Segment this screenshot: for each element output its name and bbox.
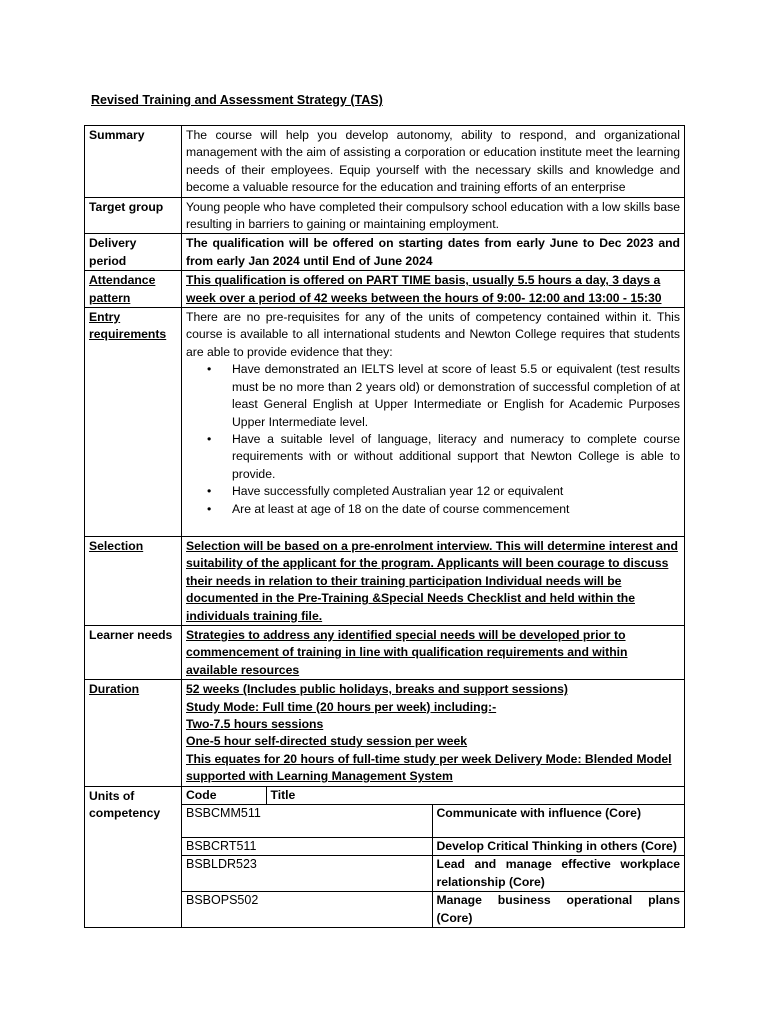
delivery-period-label: Delivery period bbox=[85, 234, 182, 271]
duration-label: Duration bbox=[85, 680, 182, 786]
units-label: Units of competency bbox=[85, 786, 182, 928]
summary-text: The course will help you develop autonomy, ability to respond, and organizational management with the aim of assisting a corporation or education institute meet the learning needs of their employees. Equip yourself with the necessary skills and knowledge and become a valuable resource for the education and training efforts of an enterprise bbox=[182, 126, 685, 198]
units-row bbox=[85, 786, 685, 928]
list-item: • Have a suitable level of language, literacy and numeracy to complete course requirements with or without additional support that Newton College is able to provide. bbox=[207, 431, 680, 481]
attendance-pattern-row bbox=[85, 271, 685, 308]
unit-title: Manage business operational plans (Core) bbox=[432, 892, 684, 927]
code-header: Code bbox=[182, 787, 266, 805]
learner-needs-text: Strategies to address any identified special needs will be developed prior to commencement of training in line with qualification requirements and within available resources bbox=[182, 625, 685, 679]
target-group-text: Young people who have completed their compulsory school education with a low skills base resulting in barriers to gaining or maintaining employment. bbox=[182, 197, 685, 234]
tas-table bbox=[84, 125, 685, 928]
duration-line: Study Mode: Full time (20 hours per week) including:- bbox=[186, 699, 497, 714]
selection-row bbox=[85, 536, 685, 625]
entry-requirements-row bbox=[85, 308, 685, 537]
table-row bbox=[182, 892, 684, 927]
bullet-icon: • bbox=[207, 501, 212, 516]
entry-requirements-label: Entry requirements bbox=[85, 308, 182, 537]
learner-needs-label: Learner needs bbox=[85, 625, 182, 679]
duration-row bbox=[85, 680, 685, 786]
target-group-row bbox=[85, 197, 685, 234]
units-header-row bbox=[182, 787, 684, 805]
units-table-cell bbox=[182, 786, 685, 928]
bullet-icon: • bbox=[207, 431, 212, 446]
summary-label: Summary bbox=[85, 126, 182, 198]
entry-requirements-content bbox=[182, 308, 685, 537]
list-item: • Have successfully completed Australian year 12 or equivalent bbox=[232, 483, 680, 500]
attendance-pattern-label: Attendance pattern bbox=[85, 271, 182, 308]
list-item: • Are at least at age of 18 on the date of course commencement bbox=[232, 501, 680, 518]
unit-title: Communicate with influence (Core) bbox=[432, 805, 684, 838]
selection-text: Selection will be based on a pre-enrolment interview. This will determine interest and suitability of the applicant for the program. Applicants will been courage to discuss their needs in relation to their training participation Individual needs will be documented in the Pre-Training &Special Needs Checklist and held within the individuals training file. bbox=[182, 536, 685, 625]
units-table bbox=[182, 787, 684, 928]
table-row bbox=[182, 856, 684, 892]
duration-line: Two-7.5 hours sessions bbox=[186, 717, 324, 731]
unit-code: BSBCMM511 bbox=[182, 805, 432, 838]
target-group-label: Target group bbox=[85, 197, 182, 234]
document-title: Revised Training and Assessment Strategy (TAS) bbox=[91, 93, 383, 107]
unit-code: BSBOPS502 bbox=[186, 893, 259, 908]
unit-code: BSBCRT511 bbox=[182, 838, 432, 856]
unit-code: BSBLDR523 bbox=[182, 856, 432, 892]
title-header: Title bbox=[266, 787, 684, 805]
summary-row bbox=[85, 126, 685, 198]
duration-line: This equates for 20 hours of full-time study per week Delivery Mode: Blended Model supported with Learning Management System bbox=[186, 751, 672, 784]
attendance-pattern-text: This qualification is offered on PART TIME basis, usually 5.5 hours a day, 3 days a week over a period of 42 weeks between the hours of 9:00- 12:00 and 13:00 - 15:30 bbox=[182, 271, 685, 308]
table-row bbox=[182, 838, 684, 856]
bullet-icon: • bbox=[207, 484, 212, 499]
entry-requirements-list bbox=[186, 361, 680, 518]
unit-title: Develop Critical Thinking in others (Core) bbox=[432, 838, 684, 856]
bullet-icon: • bbox=[207, 362, 212, 377]
delivery-period-row bbox=[85, 234, 685, 271]
entry-requirements-intro: There are no pre-requisites for any of the units of competency contained within it. This course is available to all international students and Newton College requires that students are able to provide evidence that they: bbox=[186, 310, 680, 359]
duration-line: 52 weeks (Includes public holidays, breaks and support sessions) bbox=[186, 682, 568, 697]
duration-content bbox=[182, 680, 685, 786]
selection-label: Selection bbox=[85, 536, 182, 625]
table-row bbox=[182, 805, 684, 838]
list-item: • Have demonstrated an IELTS level at score of least 5.5 or equivalent (test results must be no more than 2 years old) or demonstration of successful completion of at least General English at Upper Intermediate or English for Academic Purposes Upper Intermediate level. bbox=[207, 362, 680, 429]
learner-needs-row bbox=[85, 625, 685, 679]
duration-line: One-5 hour self-directed study session per week bbox=[186, 734, 468, 749]
delivery-period-text: The qualification will be offered on starting dates from early June to Dec 2023 and from early Jan 2024 until End of June 2024 bbox=[182, 234, 685, 271]
unit-title: Lead and manage effective workplace relationship (Core) bbox=[432, 856, 684, 892]
